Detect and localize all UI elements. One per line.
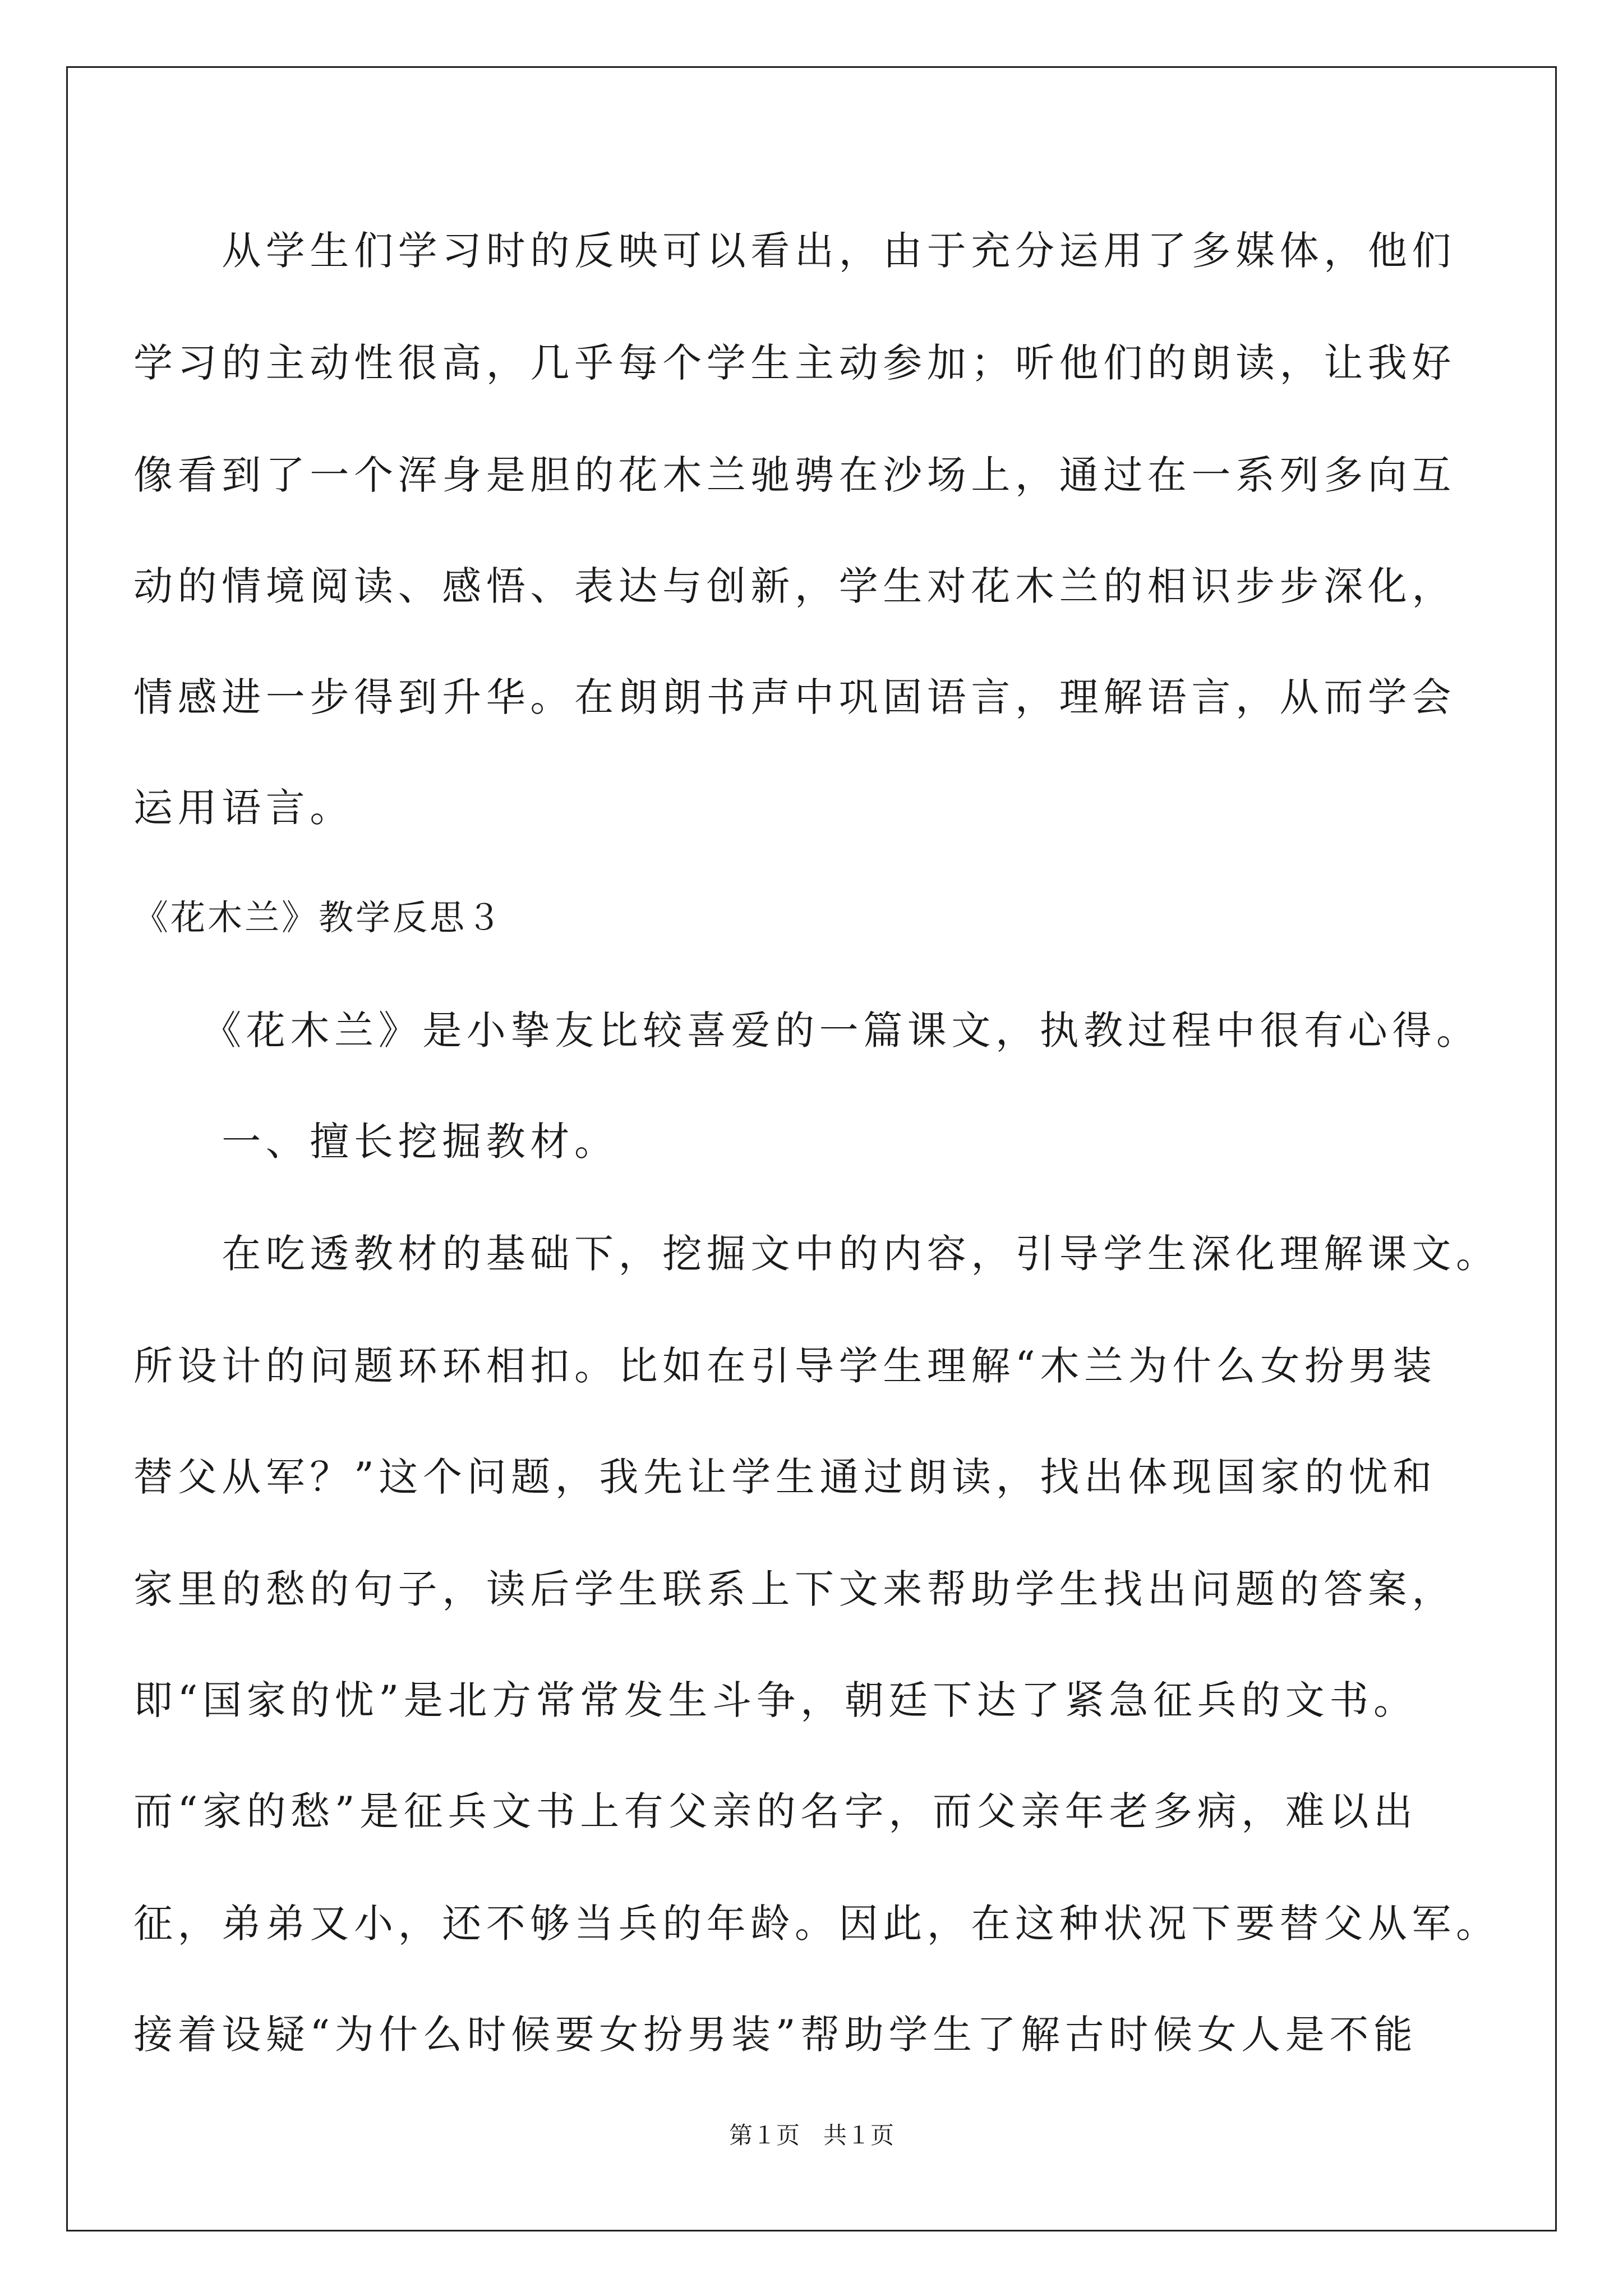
section-heading: 《花木兰》教学反思３	[133, 897, 504, 938]
paragraph-line: 替父从军？”这个问题，我先让学生通过朗读，找出体现国家的忧和	[133, 1454, 1437, 1500]
paragraph-line: 所设计的问题环环相扣。比如在引导学生理解“木兰为什么女扮男装	[133, 1343, 1437, 1389]
paragraph-line: 学习的主动性很高，几乎每个学生主动参加；听他们的朗读，让我好	[133, 340, 1456, 386]
paragraph-line: 像看到了一个浑身是胆的花木兰驰骋在沙场上，通过在一系列多向互	[133, 452, 1456, 498]
paragraph-line: 从学生们学习时的反映可以看出，由于充分运用了多媒体，他们	[133, 228, 1456, 274]
paragraph-line: 在吃透教材的基础下，挖掘文中的内容，引导学生深化理解课文。	[133, 1231, 1500, 1277]
paragraph-line: 而“家的愁”是征兵文书上有父亲的名字，而父亲年老多病，难以出	[133, 1788, 1418, 1834]
paragraph-line: 家里的愁的句子，读后学生联系上下文来帮助学生找出问题的答案，	[133, 1566, 1456, 1612]
paragraph-line: 一、擅长挖掘教材。	[133, 1119, 619, 1165]
paragraph-line: 动的情境阅读、感悟、表达与创新，学生对花木兰的相识步步深化，	[133, 563, 1456, 609]
paragraph-line: 接着设疑“为什么时候要女扮男装”帮助学生了解古时候女人是不能	[133, 2012, 1418, 2058]
paragraph-line: 运用语言。	[133, 785, 354, 831]
paragraph-line: 即“国家的忧”是北方常常发生斗争，朝廷下达了紧急征兵的文书。	[133, 1677, 1418, 1723]
paragraph-line: 情感进一步得到升华。在朗朗书声中巩固语言，理解语言，从而学会	[133, 674, 1456, 720]
paragraph-line: 《花木兰》是小挚友比较喜爱的一篇课文，执教过程中很有心得。	[133, 1007, 1481, 1053]
paragraph-line: 征，弟弟又小，还不够当兵的年龄。因此，在这种状况下要替父从军。	[133, 1901, 1500, 1947]
page-footer: 第１页 共１页	[728, 2122, 894, 2149]
